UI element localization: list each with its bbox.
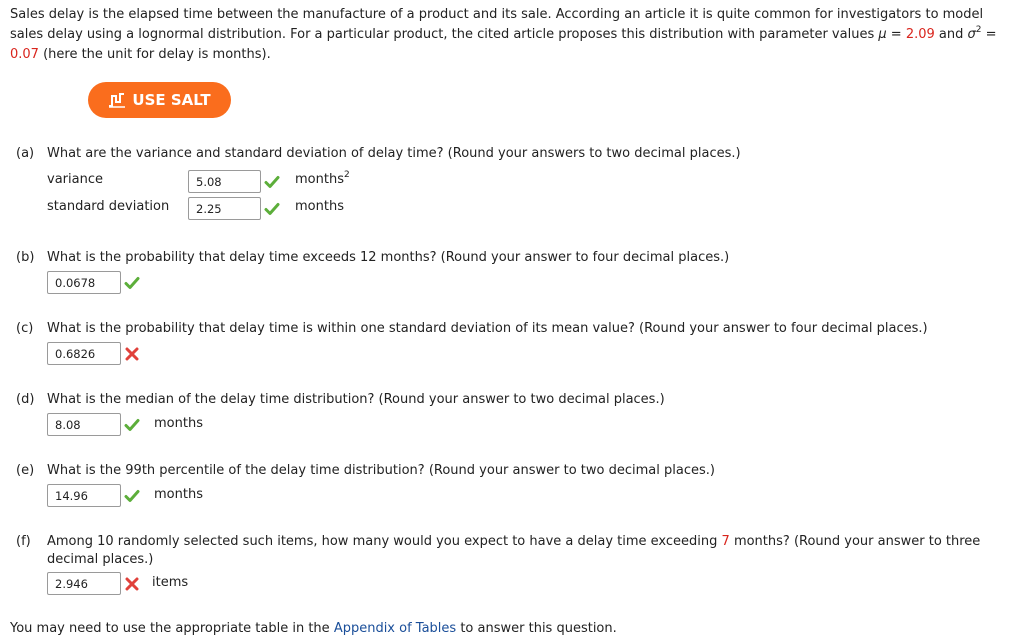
- sd-unit: months: [295, 199, 344, 214]
- sigma-symbol: σ: [967, 27, 976, 42]
- mu-symbol: μ: [878, 27, 887, 42]
- part-e-question: What is the 99th percentile of the delay time distribution? (Round your answer to two decimal places.): [47, 463, 715, 478]
- variance-label: variance: [47, 172, 103, 187]
- intro-eq-2: =: [981, 27, 997, 42]
- footer-note: You may need to use the appropriate table in the Appendix of Tables to answer this question.: [10, 621, 617, 636]
- part-f-unit: items: [152, 575, 189, 590]
- salt-logo-icon: [108, 92, 126, 108]
- part-f-label: (f): [16, 534, 31, 549]
- part-e-label: (e): [16, 463, 35, 478]
- part-c-label: (c): [16, 321, 34, 336]
- part-f-highlight-number: 7: [721, 534, 730, 549]
- correct-check-icon: [264, 174, 280, 190]
- part-b-input[interactable]: 0.0678: [47, 271, 121, 294]
- sd-input[interactable]: 2.25: [188, 197, 261, 220]
- correct-check-icon: [124, 417, 140, 433]
- intro-and: and: [934, 27, 968, 42]
- intro-eq-1: =: [886, 27, 906, 42]
- part-d-label: (d): [16, 392, 35, 407]
- part-d-question: What is the median of the delay time distribution? (Round your answer to two decimal places.): [47, 392, 665, 407]
- part-e-unit: months: [154, 487, 203, 502]
- part-d-input[interactable]: 8.08: [47, 413, 121, 436]
- part-f-input[interactable]: 2.946: [47, 572, 121, 595]
- problem-intro: [10, 5, 1016, 65]
- part-c-input[interactable]: 0.6826: [47, 342, 121, 365]
- sd-label: standard deviation: [47, 199, 170, 214]
- variance-unit: months$^2$: [295, 170, 350, 187]
- part-a-label: (a): [16, 146, 35, 161]
- mu-value: 2.09: [905, 27, 935, 42]
- incorrect-x-icon: [124, 576, 140, 592]
- part-f-question: Among 10 randomly selected such items, how many would you expect to have a delay time exceeding 7 months? (Round your answer to three decimal places.): [47, 534, 981, 567]
- intro-text-2: (here the unit for delay is months).: [38, 47, 271, 62]
- variance-input[interactable]: 5.08: [188, 170, 261, 193]
- part-b-question: What is the probability that delay time exceeds 12 months? (Round your answer to four decimal places.): [47, 250, 730, 265]
- correct-check-icon: [264, 201, 280, 217]
- correct-check-icon: [124, 275, 140, 291]
- use-salt-label: USE SALT: [132, 91, 211, 109]
- intro-text-1: Sales delay is the elapsed time between the manufacture of a product and its sale. According an article it is quite common for investigators to model sales delay using a lognormal distribution. For a particular product, the cited article proposes this distribution with parameter values: [10, 7, 984, 42]
- part-c-question: What is the probability that delay time is within one standard deviation of its mean value? (Round your answer to four decimal places.): [47, 321, 928, 336]
- correct-check-icon: [124, 488, 140, 504]
- part-a-question: What are the variance and standard deviation of delay time? (Round your answers to two decimal places.): [47, 146, 741, 161]
- appendix-of-tables-link[interactable]: Appendix of Tables: [333, 621, 457, 636]
- sigma-exponent: 2: [975, 25, 982, 35]
- part-d-unit: months: [154, 416, 203, 431]
- part-e-input[interactable]: 14.96: [47, 484, 121, 507]
- incorrect-x-icon: [124, 346, 140, 362]
- part-b-label: (b): [16, 250, 35, 265]
- sigma-value: 0.07: [10, 47, 39, 62]
- use-salt-button[interactable]: [88, 82, 231, 118]
